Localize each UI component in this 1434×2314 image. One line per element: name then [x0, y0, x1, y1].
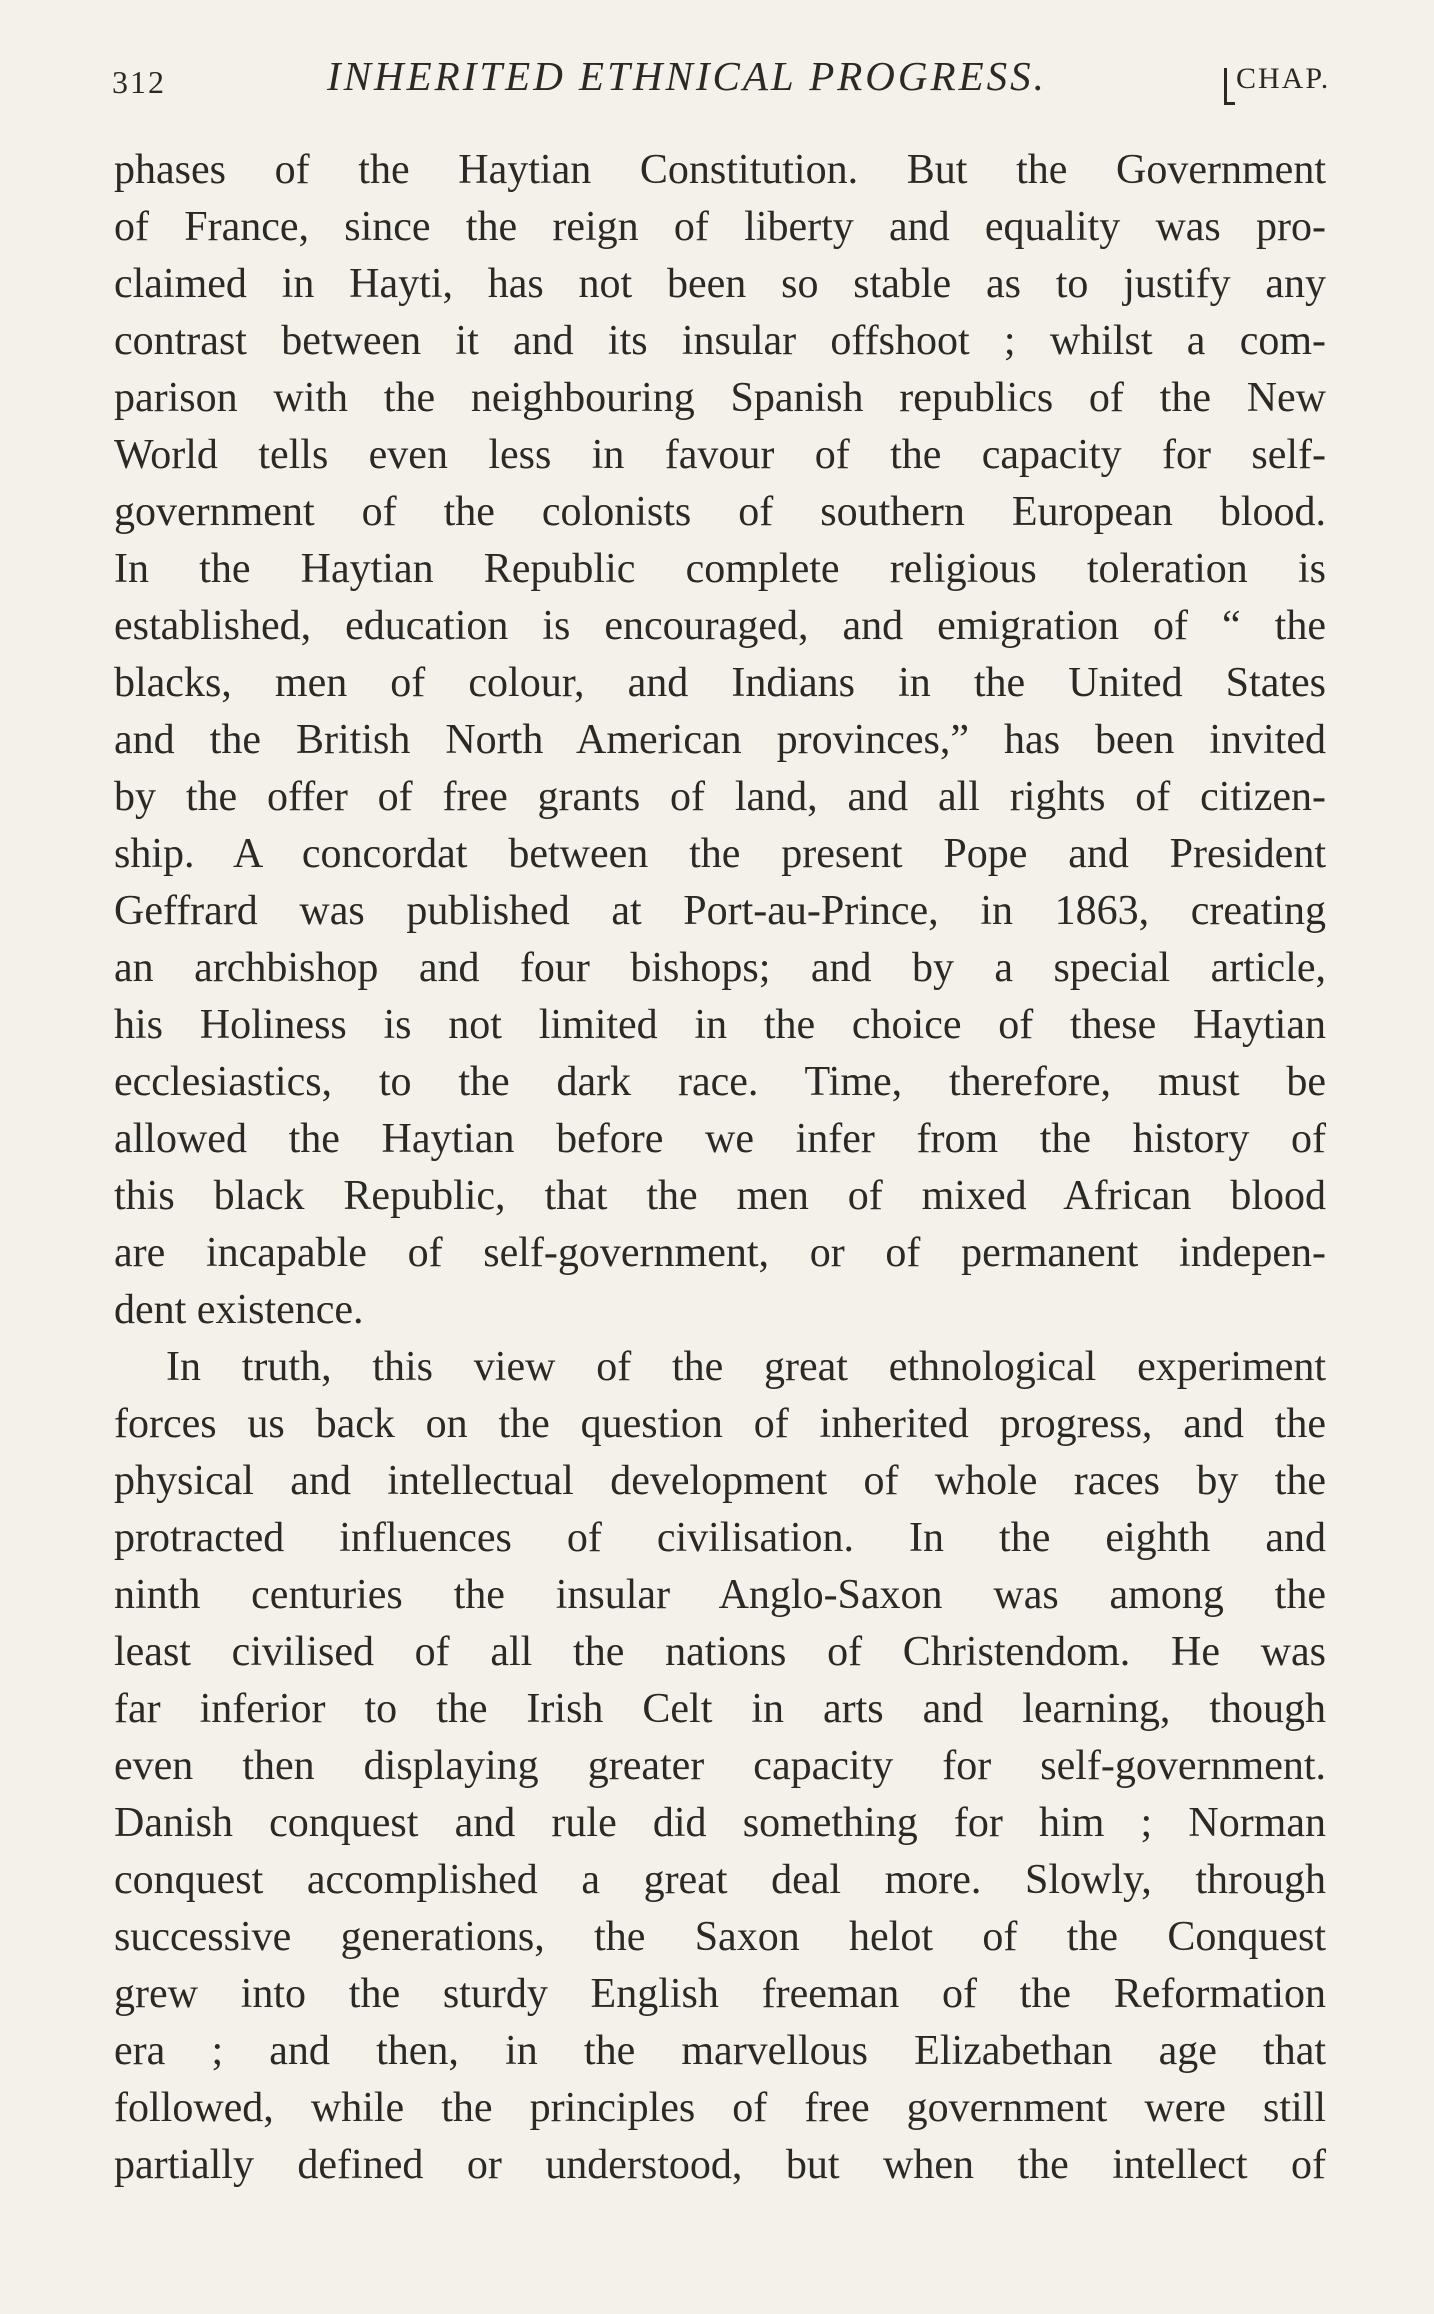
text-line: of France, since the reign of liberty and equality was pro-	[114, 204, 1326, 250]
text-line: Geffrard was published at Port-au-Prince, in 1863, creating	[114, 888, 1326, 934]
text-line: World tells even less in favour of the capacity for self-	[114, 432, 1326, 478]
running-title: INHERITED ETHNICAL PROGRESS.	[327, 53, 1047, 99]
text-line: dent existence.	[114, 1287, 364, 1333]
text-line: ecclesiastics, to the dark race. Time, therefore, must be	[114, 1059, 1326, 1105]
text-line: parison with the neighbouring Spanish republics of the New	[114, 375, 1326, 421]
text-line: ninth centuries the insular Anglo-Saxon was among the	[114, 1572, 1326, 1618]
text-line: partially defined or understood, but when the intellect of	[114, 2142, 1326, 2188]
text-line: conquest accomplished a great deal more. Slowly, through	[114, 1857, 1326, 1903]
text-line: and the British North American provinces,” has been invited	[114, 717, 1326, 763]
text-line: an archbishop and four bishops; and by a special article,	[114, 945, 1326, 991]
text-line: In the Haytian Republic complete religious toleration is	[114, 546, 1326, 592]
text-line: contrast between it and its insular offshoot ; whilst a com-	[114, 318, 1326, 364]
text-line: claimed in Hayti, has not been so stable as to justify any	[114, 261, 1326, 307]
text-line: In truth, this view of the great ethnological experiment	[166, 1344, 1326, 1390]
text-line: government of the colonists of southern European blood.	[114, 489, 1326, 535]
text-line: allowed the Haytian before we infer from the history of	[114, 1116, 1326, 1162]
text-line: Danish conquest and rule did something for him ; Norman	[114, 1800, 1326, 1846]
paragraph-1	[114, 142, 1326, 1339]
text-line: blacks, men of colour, and Indians in the United States	[114, 660, 1326, 706]
page-number: 312	[112, 64, 166, 100]
text-line: this black Republic, that the men of mixed African blood	[114, 1173, 1326, 1219]
text-line: established, education is encouraged, and emigration of “ the	[114, 603, 1326, 649]
text-line: his Holiness is not limited in the choice of these Haytian	[114, 1002, 1326, 1048]
body-text	[114, 142, 1326, 2194]
paragraph-2	[114, 1339, 1326, 2194]
text-line: even then displaying greater capacity for self-government.	[114, 1743, 1326, 1789]
text-line: era ; and then, in the marvellous Elizabethan age that	[114, 2028, 1326, 2074]
text-line: ship. A concordat between the present Pope and President	[114, 831, 1326, 877]
text-line: far inferior to the Irish Celt in arts and learning, though	[114, 1686, 1326, 1732]
text-line: physical and intellectual development of whole races by the	[114, 1458, 1326, 1504]
text-line: successive generations, the Saxon helot of the Conquest	[114, 1914, 1326, 1960]
text-line: protracted influences of civilisation. In the eighth and	[114, 1515, 1326, 1561]
chapter-label: CHAP.	[1236, 62, 1331, 95]
text-line: grew into the sturdy English freeman of the Reformation	[114, 1971, 1326, 2017]
text-line: forces us back on the question of inherited progress, and the	[114, 1401, 1326, 1447]
chapter-bracket	[1224, 68, 1235, 105]
text-line: followed, while the principles of free government were still	[114, 2085, 1326, 2131]
running-head	[112, 52, 1331, 112]
text-line: by the offer of free grants of land, and all rights of citizen-	[114, 774, 1326, 820]
text-line: are incapable of self-government, or of permanent indepen-	[114, 1230, 1326, 1276]
text-line: least civilised of all the nations of Christendom. He was	[114, 1629, 1326, 1675]
text-line: phases of the Haytian Constitution. But the Government	[114, 147, 1326, 193]
